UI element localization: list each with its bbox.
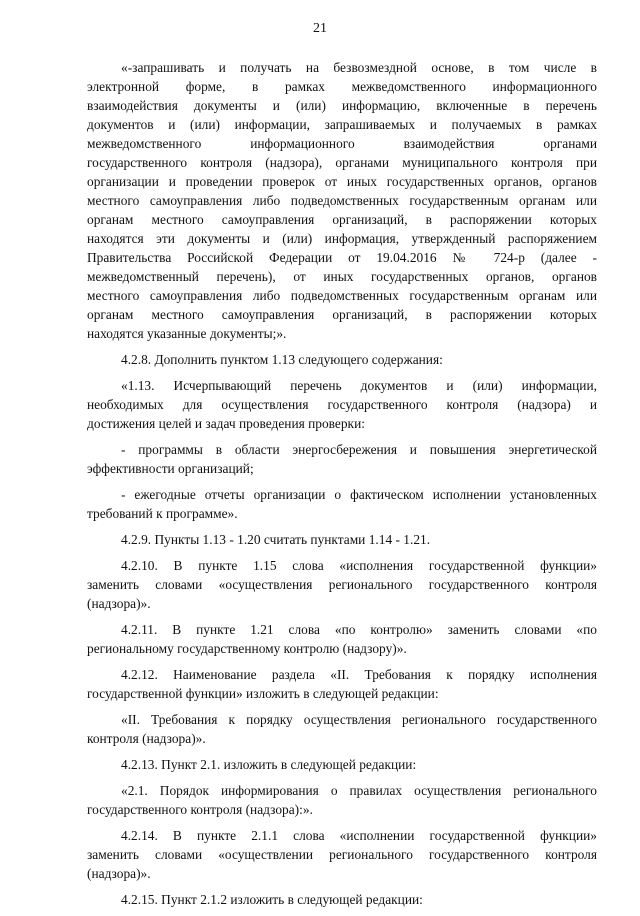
document-body [87,58,597,916]
text-line: межведомственного информационного взаимодействия органами [87,136,597,151]
text-line: (надзора)». [87,866,151,881]
text-line: государственного контроля (надзора):». [87,802,313,817]
text-line: государственного контроля (надзора), органами муниципального контроля при [87,155,597,170]
text-line: находятся эти документы и (или) информация, утвержденный распоряжением [87,231,597,246]
paragraph [87,530,597,549]
text-line: достижения целей и задач проведения проверки: [87,416,365,431]
text-line: заменить словами «осуществлении регионального государственного контроля [87,847,597,862]
paragraph [87,556,597,613]
page-number: 21 [313,21,327,36]
text-line: органам местного самоуправления организаций, в распоряжении которых [87,307,597,322]
text-line: контроля (надзора)». [87,731,206,746]
text-line: (надзора)». [87,596,151,611]
paragraph [87,665,597,703]
text-line: «II. Требования к порядку осуществления регионального государственного [121,712,597,727]
paragraph [87,781,597,819]
paragraph [87,755,597,774]
text-line: 4.2.13. Пункт 2.1. изложить в следующей редакции: [121,757,417,772]
text-line: - ежегодные отчеты организации о фактическом исполнении установленных [121,487,597,502]
text-line: «2.1. Порядок информирования о правилах осуществления регионального [121,783,597,798]
text-line: органам местного самоуправления организаций, в распоряжении которых [87,212,597,227]
text-line: государственной функции» изложить в следующей редакции: [87,686,439,701]
text-line: региональному государственному контролю (надзору)». [87,641,407,656]
text-line: межведомственный перечень), от иных государственных органов, органов [87,269,597,284]
text-line: местного самоуправления либо подведомственных государственным органам или [87,288,597,303]
text-line: организации и проведении проверок от иных государственных органов, органов [87,174,597,189]
text-line: заменить словами «осуществления регионального государственного контроля [87,577,597,592]
text-line: 4.2.9. Пункты 1.13 - 1.20 считать пунктами 1.14 - 1.21. [121,532,431,547]
text-line: 4.2.10. В пункте 1.15 слова «исполнения государственной функции» [121,558,597,573]
text-line: необходимых для осуществления государственного контроля (надзора) и [87,397,597,412]
text-line: электронной форме, в рамках межведомственного информационного [87,79,597,94]
text-line: документов и (или) информации, запрашиваемых и получаемых в рамках [87,117,597,132]
text-line: 4.2.15. Пункт 2.1.2 изложить в следующей редакции: [121,892,423,907]
text-line: 4.2.11. В пункте 1.21 слова «по контролю» заменить словами «по [121,622,597,637]
text-line: местного самоуправления либо подведомственных государственным органам или [87,193,597,208]
paragraph [87,58,597,343]
text-line: взаимодействия документы и (или) информацию, включенные в перечень [87,98,597,113]
text-line: - программы в области энергосбережения и повышения энергетической [121,442,597,457]
paragraph [87,890,597,909]
text-line: 4.2.8. Дополнить пунктом 1.13 следующего содержания: [121,352,443,367]
text-line: 4.2.12. Наименование раздела «II. Требования к порядку исполнения [121,667,597,682]
text-line: требований к программе». [87,506,238,521]
paragraph [87,620,597,658]
paragraph [87,710,597,748]
paragraph [87,440,597,478]
paragraph [87,376,597,433]
text-line: эффективности организаций; [87,461,254,476]
text-line: 4.2.14. В пункте 2.1.1 слова «исполнении государственной функции» [121,828,597,843]
paragraph [87,485,597,523]
text-line: Правительства Российской Федерации от 19.04.2016 № 724-р (далее - [87,250,597,265]
paragraph [87,826,597,883]
text-line: «1.13. Исчерпывающий перечень документов и (или) информации, [121,378,597,393]
text-line: находятся указанные документы;». [87,326,287,341]
text-line: «-запрашивать и получать на безвозмездной основе, в том числе в [121,60,597,75]
paragraph [87,350,597,369]
